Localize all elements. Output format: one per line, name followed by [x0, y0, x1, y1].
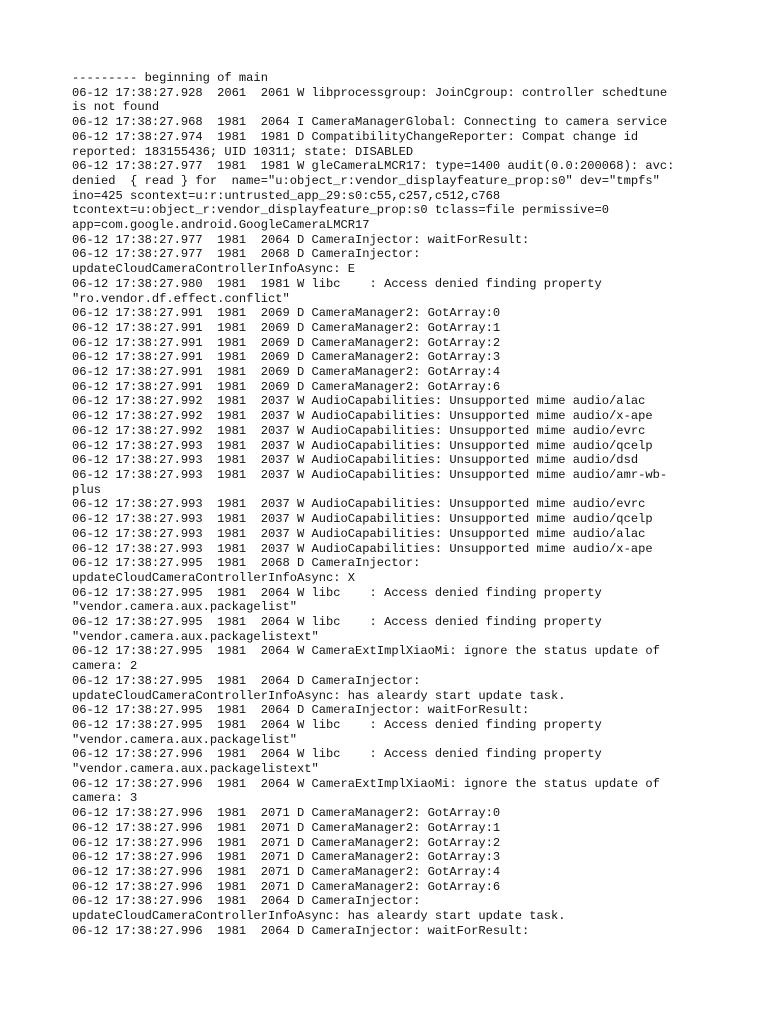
log-line: 06-12 17:38:27.996 1981 2064 D CameraInjector: waitForResult: — [72, 923, 530, 938]
log-line: --------- beginning of main — [72, 71, 268, 85]
log-line: is not found — [72, 100, 160, 115]
log-line: 06-12 17:38:27.996 1981 2064 W libc : Access denied finding property — [72, 747, 602, 762]
log-line: 06-12 17:38:27.991 1981 2069 D CameraManager2: GotArray:1 — [72, 320, 501, 335]
log-line: updateCloudCameraControllerInfoAsync: has aleardy start update task. — [72, 688, 566, 703]
log-line: 06-12 17:38:27.991 1981 2069 D CameraManager2: GotArray:0 — [72, 306, 501, 321]
log-line: 06-12 17:38:27.996 1981 2071 D CameraManager2: GotArray:3 — [72, 850, 501, 865]
log-line: 06-12 17:38:27.992 1981 2037 W AudioCapabilities: Unsupported mime audio/evrc — [72, 423, 646, 438]
log-line: 06-12 17:38:27.996 1981 2071 D CameraManager2: GotArray:6 — [72, 879, 501, 894]
log-line: plus — [72, 482, 102, 497]
log-line: "ro.vendor.df.effect.conflict" — [72, 291, 290, 306]
log-document — [72, 71, 702, 938]
log-line: 06-12 17:38:27.995 1981 2064 W libc : Access denied finding property — [72, 717, 602, 732]
log-line: 06-12 17:38:27.974 1981 1981 D CompatibilityChangeReporter: Compat change id — [72, 129, 639, 144]
log-line: 06-12 17:38:27.993 1981 2037 W AudioCapabilities: Unsupported mime audio/qcelp — [72, 438, 653, 453]
log-line: "vendor.camera.aux.packagelist" — [72, 600, 297, 615]
log-line: tcontext=u:object_r:vendor_displayfeature_prop:s0 tclass=file permissive=0 — [72, 203, 610, 218]
log-line: camera: 3 — [72, 791, 138, 806]
log-line: 06-12 17:38:27.991 1981 2069 D CameraManager2: GotArray:3 — [72, 350, 501, 365]
log-line: reported: 183155436; UID 10311; state: DISABLED — [72, 144, 414, 159]
log-line: 06-12 17:38:27.928 2061 2061 W libprocessgroup: JoinCgroup: controller schedtune — [72, 85, 668, 100]
log-line: 06-12 17:38:27.996 1981 2064 W CameraExtImplXiaoMi: ignore the status update of — [72, 776, 660, 791]
log-line: 06-12 17:38:27.996 1981 2071 D CameraManager2: GotArray:4 — [72, 864, 501, 879]
log-line: "vendor.camera.aux.packagelistext" — [72, 762, 319, 777]
log-line: 06-12 17:38:27.996 1981 2071 D CameraManager2: GotArray:1 — [72, 820, 501, 835]
log-line: 06-12 17:38:27.993 1981 2037 W AudioCapabilities: Unsupported mime audio/alac — [72, 526, 646, 541]
log-line: updateCloudCameraControllerInfoAsync: has aleardy start update task. — [72, 909, 566, 924]
log-line: "vendor.camera.aux.packagelistext" — [72, 629, 319, 644]
log-line: 06-12 17:38:27.993 1981 2037 W AudioCapabilities: Unsupported mime audio/amr-wb- — [72, 467, 668, 482]
log-line: 06-12 17:38:27.977 1981 1981 W gleCameraLMCR17: type=1400 audit(0.0:200068): avc: — [72, 159, 675, 174]
log-line: 06-12 17:38:27.977 1981 2068 D CameraInjector: — [72, 247, 421, 262]
log-line: 06-12 17:38:27.995 1981 2068 D CameraInjector: — [72, 556, 421, 571]
log-line: 06-12 17:38:27.996 1981 2064 D CameraInjector: — [72, 894, 421, 909]
log-line: updateCloudCameraControllerInfoAsync: E — [72, 262, 356, 277]
log-line: 06-12 17:38:27.992 1981 2037 W AudioCapabilities: Unsupported mime audio/x-ape — [72, 409, 653, 424]
log-line: 06-12 17:38:27.993 1981 2037 W AudioCapabilities: Unsupported mime audio/qcelp — [72, 512, 653, 527]
log-line: 06-12 17:38:27.991 1981 2069 D CameraManager2: GotArray:4 — [72, 365, 501, 380]
log-line: 06-12 17:38:27.977 1981 2064 D CameraInjector: waitForResult: — [72, 232, 530, 247]
log-line: 06-12 17:38:27.993 1981 2037 W AudioCapabilities: Unsupported mime audio/dsd — [72, 453, 639, 468]
log-line: ino=425 scontext=u:r:untrusted_app_29:s0:c55,c257,c512,c768 — [72, 188, 501, 203]
log-line: 06-12 17:38:27.980 1981 1981 W libc : Access denied finding property — [72, 276, 602, 291]
log-line: 06-12 17:38:27.993 1981 2037 W AudioCapabilities: Unsupported mime audio/x-ape — [72, 541, 653, 556]
log-line: 06-12 17:38:27.995 1981 2064 W libc : Access denied finding property — [72, 585, 602, 600]
log-line: 06-12 17:38:27.992 1981 2037 W AudioCapabilities: Unsupported mime audio/alac — [72, 394, 646, 409]
log-line: 06-12 17:38:27.995 1981 2064 W libc : Access denied finding property — [72, 615, 602, 630]
log-line: 06-12 17:38:27.995 1981 2064 D CameraInjector: waitForResult: — [72, 703, 530, 718]
log-line: 06-12 17:38:27.996 1981 2071 D CameraManager2: GotArray:0 — [72, 806, 501, 821]
log-line: 06-12 17:38:27.991 1981 2069 D CameraManager2: GotArray:6 — [72, 379, 501, 394]
log-line: 06-12 17:38:27.996 1981 2071 D CameraManager2: GotArray:2 — [72, 835, 501, 850]
log-line: 06-12 17:38:27.991 1981 2069 D CameraManager2: GotArray:2 — [72, 335, 501, 350]
log-line: 06-12 17:38:27.995 1981 2064 W CameraExtImplXiaoMi: ignore the status update of — [72, 644, 660, 659]
log-line: updateCloudCameraControllerInfoAsync: X — [72, 570, 356, 585]
log-line: denied { read } for name="u:object_r:vendor_displayfeature_prop:s0" dev="tmpfs" — [72, 173, 660, 188]
log-line: 06-12 17:38:27.995 1981 2064 D CameraInjector: — [72, 673, 421, 688]
log-line: camera: 2 — [72, 659, 138, 674]
log-line: 06-12 17:38:27.968 1981 2064 I CameraManagerGlobal: Connecting to camera service — [72, 115, 668, 130]
log-line: "vendor.camera.aux.packagelist" — [72, 732, 297, 747]
log-line: 06-12 17:38:27.993 1981 2037 W AudioCapabilities: Unsupported mime audio/evrc — [72, 497, 646, 512]
log-line: app=com.google.android.GoogleCameraLMCR17 — [72, 218, 370, 233]
